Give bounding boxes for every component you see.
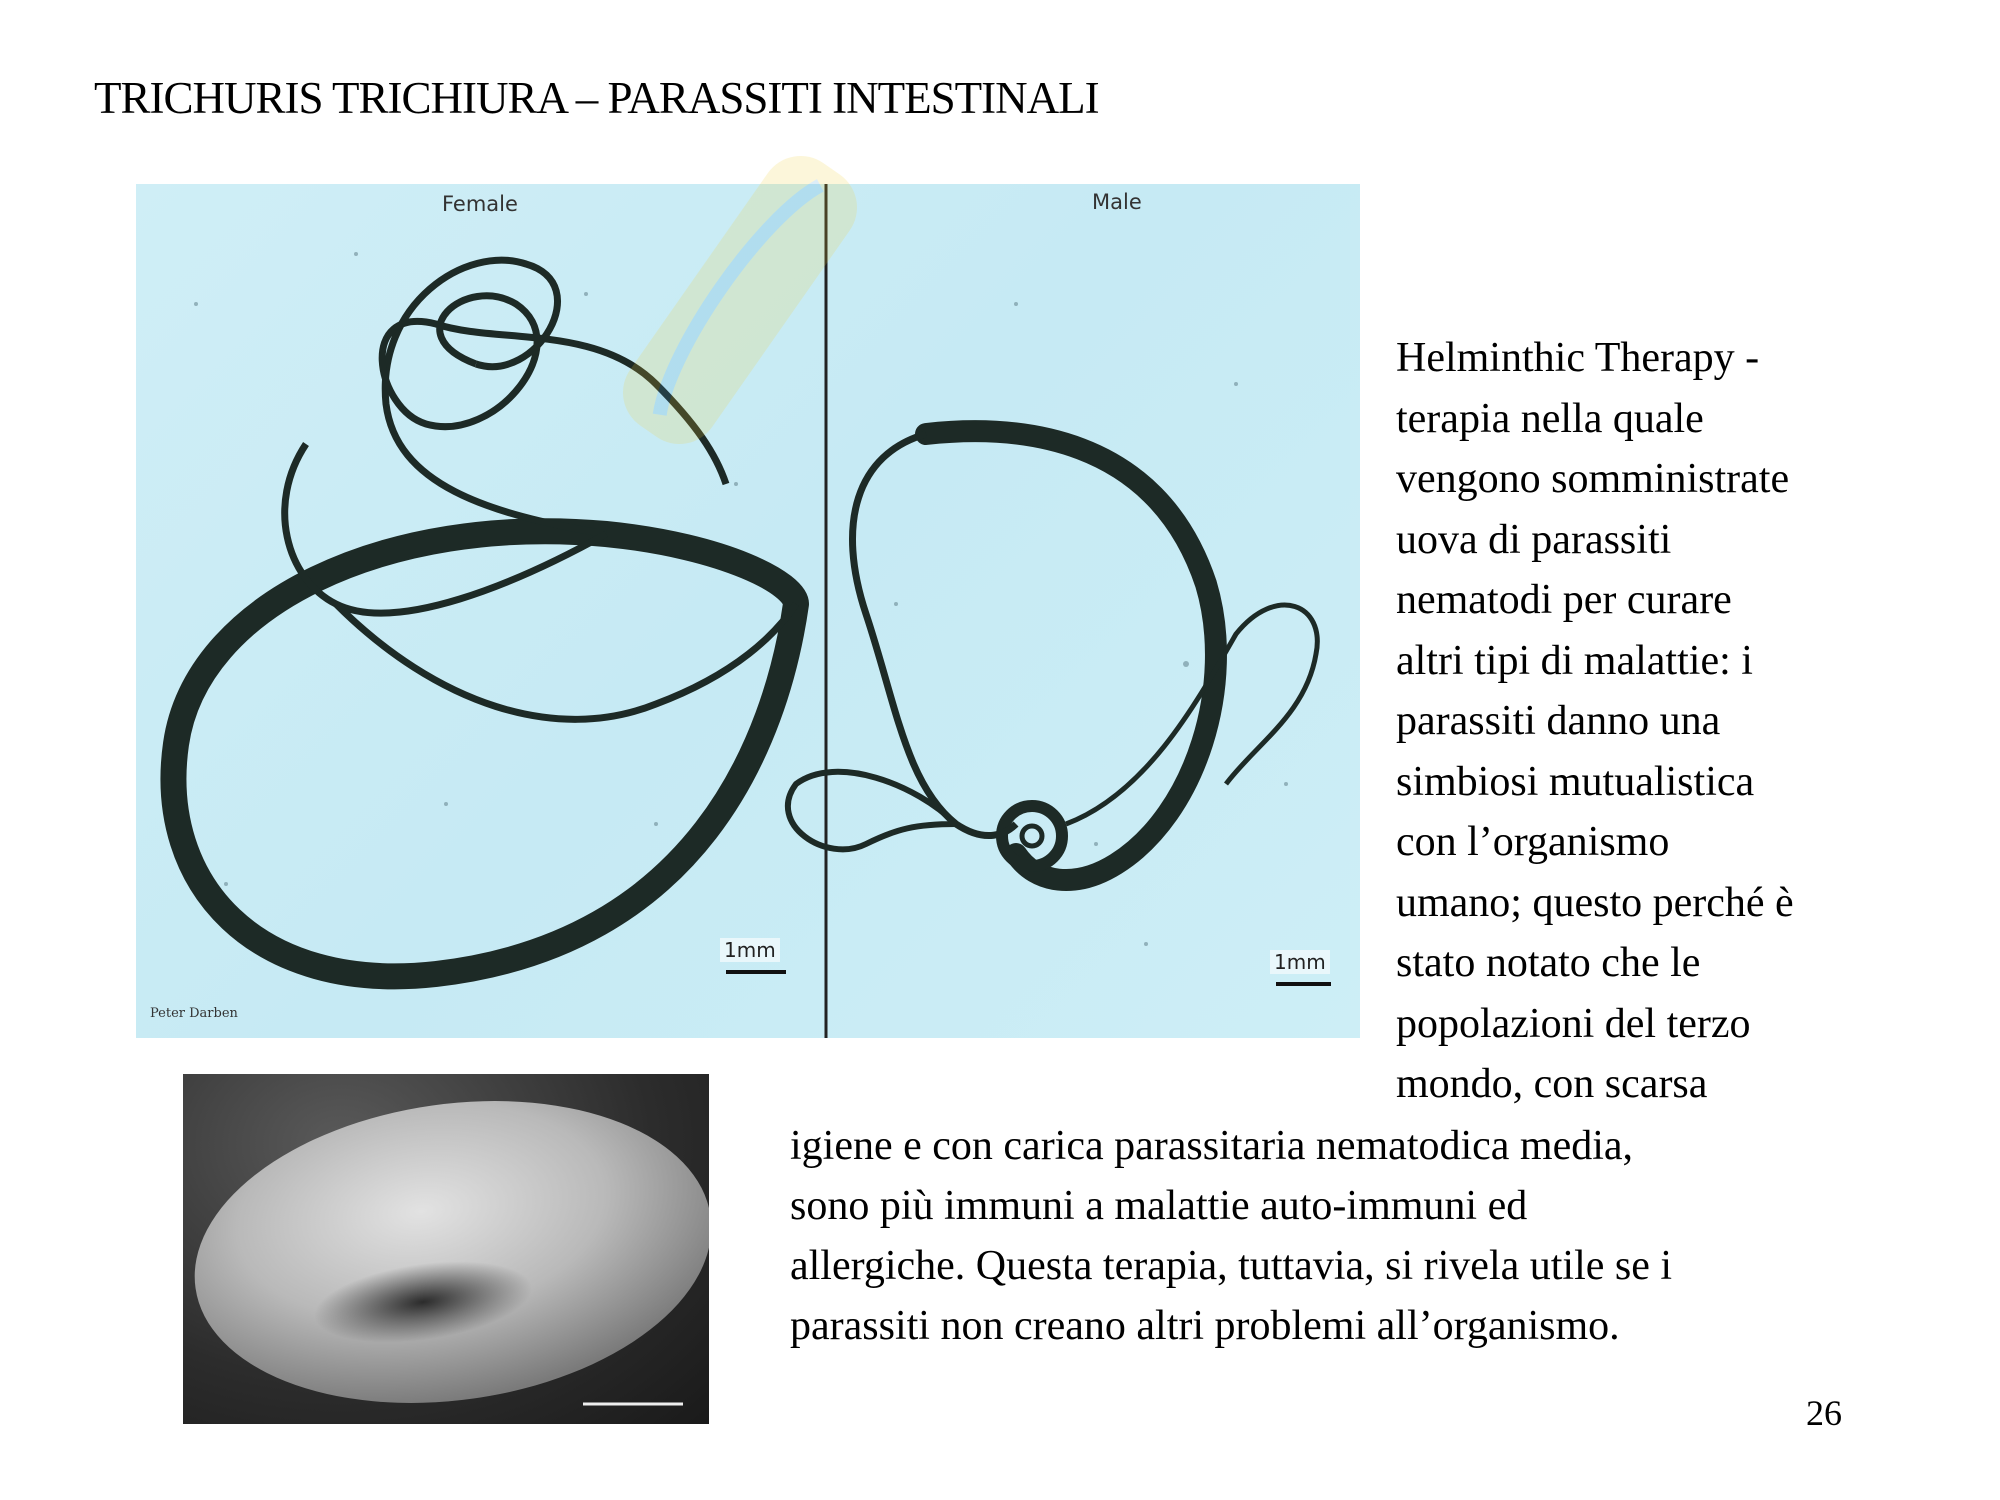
bottom-paragraph: igiene e con carica parassitaria nematodica media, sono più immuni a malattie auto-immuni ed allergiche. Questa terapia, tuttavia, si rivela utile se i parassiti non creano altri problemi all’organismo. (790, 1123, 1673, 1349)
female-label: Female (442, 192, 518, 216)
photo-credit: Peter Darben (150, 1006, 238, 1021)
male-label: Male (1092, 190, 1142, 214)
egg-illustration (183, 1074, 709, 1424)
slide-title: TRICHURIS TRICHIURA – PARASSITI INTESTINALI (94, 73, 1099, 123)
page-number: 26 (1806, 1393, 1842, 1433)
worm-illustration (136, 184, 1360, 1038)
egg-micrograph (183, 1074, 709, 1424)
scale-label-left: 1mm (720, 938, 780, 962)
scale-label-right: 1mm (1270, 950, 1330, 974)
side-paragraph: Helminthic Therapy - terapia nella quale vengono somministrate uova di parassiti nematodi per curare altri tipi di malattie: i parassiti danno una simbiosi mutualistica con l’organismo umano; questo perché è stato notato che le popolazioni del terzo mondo, con scarsa (1396, 335, 1794, 1107)
worm-micrograph (136, 184, 1360, 1038)
